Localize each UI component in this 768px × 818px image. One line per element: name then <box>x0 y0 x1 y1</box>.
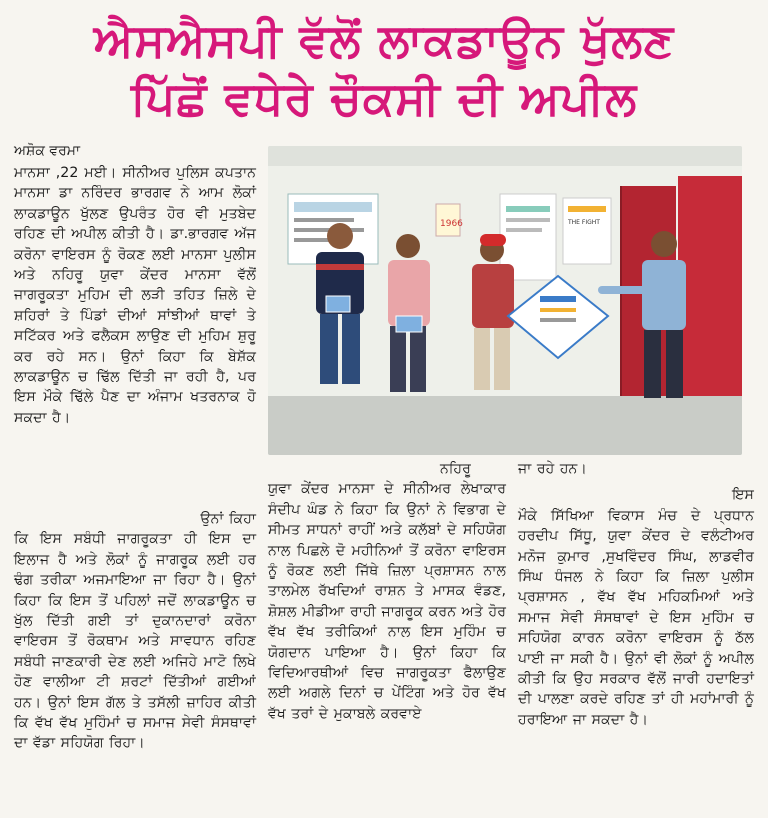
paragraph: ਮਾਨਸਾ ,22 ਮਈ। ਸੀਨੀਅਰ ਪੁਲਿਸ ਕਪਤਾਨ ਮਾਨਸਾ ਡਾ ਨਰਿੰਦਰ ਭਾਰਗਵ ਨੇ ਆਮ ਲੋਕਾਂ ਲਾਕਡਾਊਨ ਖੁੱਲਣ ਉਪਰੰਤ ਹੋਰ ਵੀ ਮੁਤਬੇਦ ਰਹਿਣ ਦੀ ਅਪੀਲ ਕੀਤੀ ਹੈ। ਡਾ.ਭਾਰਗਵ ਅੱਜ ਕਰੋਨਾ ਵਾਇਰਸ ਨੂੰ ਰੋਕਣ ਲਈ ਮਾਨਸਾ ਪੁਲੀਸ ਅਤੇ ਨਹਿਰੂ ਯੁਵਾ ਕੇਂਦਰ ਮਾਨਸਾ ਵੱਲੋਂ ਜਾਗਰੂਕਤਾ ਮੁਹਿਮ ਦੀ ਲੜੀ ਤਹਿਤ ਜ਼ਿਲੇ ਦੇ ਸ਼ਹਿਰਾਂ ਤੇ ਪਿੰਡਾਂ ਦੀਆਂ ਸਾਂਝੀਆਂ ਥਾਵਾਂ ਤੇ ਸਟਿੱਕਰ ਅਤੇ ਫਲੈਕਸ ਲਾਉਣ ਦੀ ਮੁਹਿਮ ਸ਼ੁਰੂ ਕਰ ਰਹੇ ਸਨ। ਉਨਾਂ ਕਿਹਾ ਕਿ ਬੇਸ਼ੱਕ ਲਾਕਡਾਊਨ ਚ ਢਿੱਲ ਦਿੱਤੀ ਜਾ ਰਹੀ ਹੈ, ਪਰ ਇਸ ਮੌਕੇ ਢਿੱਲੇ ਪੈਣ ਦਾ ਅੰਜਾਮ ਖਤਰਨਾਕ ਹੋ ਸਕਦਾ ਹੈ। <box>14 165 256 426</box>
article-column-1-part-2 <box>14 509 256 754</box>
paragraph-lead: ਉਨਾਂ ਕਿਹਾ <box>200 511 256 527</box>
byline: ਅਸ਼ੋਕ ਵਰਮਾ <box>14 143 81 159</box>
paragraph: ਮੌਕੇ ਸਿੱਖਿਆ ਵਿਕਾਸ ਮੰਚ ਦੇ ਪ੍ਰਧਾਨ ਹਰਦੀਪ ਸਿੱਧੂ, ਯੁਵਾ ਕੇਂਦਰ ਦੇ ਵਲੰਟੀਅਰ ਮਨੋਜ ਕੁਮਾਰ ,ਸੁਖਵਿੰਦਰ ਸਿੰਘ, ਲਾਡਵੀਰ ਸਿੰਘ ਧੰਜਲ ਨੇ ਕਿਹਾ ਕਿ ਜ਼ਿਲਾ ਪੁਲੀਸ ਪ੍ਰਸ਼ਾਸਨ , ਵੱਖ ਵੱਖ ਮਹਿਕਮਿਆਂ ਅਤੇ ਸਮਾਜ ਸੇਵੀ ਸੰਸਥਾਵਾਂ ਦੇ ਇਸ ਮੁਹਿੰਮ ਚ ਸਹਿਯੋਗ ਕਾਰਨ ਕਰੋਨਾ ਵਾਇਰਸ ਨੂੰ ਠੱਲ ਪਾਈ ਜਾ ਸਕੀ ਹੈ। ਉਨਾਂ ਵੀ ਲੋਕਾਂ ਨੂੰ ਅਪੀਲ ਕੀਤੀ ਕਿ ਉਹ ਸਰਕਾਰ ਵੱਲੋਂ ਜਾਰੀ ਹਦਾਇਤਾਂ ਦੀ ਪਾਲਣਾ ਕਰਦੇ ਰਹਿਣ ਤਾਂ ਹੀ ਮਹਾਂਮਾਰੀ ਨੂੰ ਹਰਾਇਆ ਜਾ ਸਕਦਾ ਹੈ। <box>518 507 754 728</box>
page-top-edge <box>0 0 768 8</box>
poster-heading: THE FIGHT <box>568 219 600 226</box>
article-column-1-part-1 <box>14 163 256 428</box>
poster-number: 1966 <box>440 219 463 229</box>
paragraph: ਕਿ ਇਸ ਸਬੰਧੀ ਜਾਗਰੂਕਤਾ ਹੀ ਇਸ ਦਾ ਇਲਾਜ ਹੈ ਅਤੇ ਲੋਕਾਂ ਨੂੰ ਜਾਗਰੂਕ ਲਈ ਹਰ ਢੰਗ ਤਰੀਕਾ ਅਜਮਾਇਆ ਜਾ ਰਿਹਾ ਹੈ। ਉਨਾਂ ਕਿਹਾ ਕਿ ਇਸ ਤੋਂ ਪਹਿਲਾਂ ਜਦੋਂ ਲਾਕਡਾਊਨ ਚ ਖੁੱਲ ਦਿੱਤੀ ਗਈ ਤਾਂ ਦੁਕਾਨਦਾਰਾਂ ਕਰੋਨਾ ਵਾਇਰਸ ਤੋਂ ਰੋਕਥਾਮ ਅਤੇ ਸਾਵਧਾਨ ਰਹਿਣ ਸਬੰਧੀ ਜਾਣਕਾਰੀ ਦੇਣ ਲਈ ਅਜਿਹੇ ਮਾਟੋ ਲਿਖੇ ਹੋਣ ਵਾਲੀਆ ਟੀ ਸ਼ਰਟਾਂ ਦਿੱਤੀਆਂ ਗਈਆਂ ਹਨ। ਉਨਾਂ ਇਸ ਗੱਲ ਤੇ ਤਸੱਲੀ ਜ਼ਾਹਿਰ ਕੀਤੀ ਕਿ ਵੱਖ ਵੱਖ ਮੁਹਿੰਮਾਂ ਚ ਸਮਾਜ ਸੇਵੀ ਸੰਸਥਾਵਾਂ ਦਾ ਵੱਡਾ ਸਹਿਯੋਗ ਰਿਹਾ। <box>14 531 256 752</box>
paragraph-lead: ਇਸ <box>732 487 754 504</box>
paragraph: ਯੁਵਾ ਕੇਂਦਰ ਮਾਨਸਾ ਦੇ ਸੀਨੀਅਰ ਲੇਖਾਕਾਰ ਸੰਦੀਪ ਘੰਡ ਨੇ ਕਿਹਾ ਕਿ ਉਨਾਂ ਨੇ ਵਿਭਾਗ ਦੇ ਸੀਮਤ ਸਾਧਨਾਂ ਰਾਹੀਂ ਅਤੇ ਕਲੱਬਾਂ ਦੇ ਸਹਿਯੋਗ ਨਾਲ ਪਿਛਲੇ ਦੋ ਮਹੀਨਿਆਂ ਤੋਂ ਕਰੋਨਾ ਵਾਇਰਸ ਨੂੰ ਰੋਕਣ ਲਈ ਜਿੱਥੇ ਜ਼ਿਲਾ ਪ੍ਰਸ਼ਾਸਨ ਨਾਲ ਤਾਲਮੇਲ ਰੱਖਦਿਆਂ ਰਾਸ਼ਨ ਤੇ ਮਾਸਕ ਵੰਡਣ, ਸ਼ੋਸ਼ਲ ਮੀਡੀਆ ਰਾਹੀ ਜਾਗਰੂਕ ਕਰਨ ਅਤੇ ਹੋਰ ਵੱਖ ਵੱਖ ਤਰੀਕਿਆਂ ਨਾਲ ਇਸ ਮੁਹਿੰਮ ਚ ਯੋਗਦਾਨ ਪਾਇਆ ਹੈ। ਉਨਾਂ ਕਿਹਾ ਕਿ ਵਿਦਿਆਰਥੀਆਂ ਵਿਚ ਜਾਗਰੂਕਤਾ ਫੈਲਾਉਣ ਲਈ ਅਗਲੇ ਦਿਨਾਂ ਚ ਪੇਂਟਿੰਗ ਅਤੇ ਹੋਰ ਵੱਖ ਵੱਖ ਤਰਾਂ ਦੇ ਮੁਕਾਬਲੇ ਕਰਵਾਏ <box>268 481 506 722</box>
headline-line-1: ਐਸਐਸਪੀ ਵੱਲੋਂ ਲਾਕਡਾਊਨ ਖੁੱਲਣ <box>93 13 675 67</box>
paragraph-continuation: ਜਾ ਰਹੇ ਹਨ। <box>518 461 587 477</box>
article-column-2 <box>268 459 506 724</box>
article-column-3 <box>518 459 754 730</box>
photo-illustration <box>268 146 742 455</box>
headline-line-2: ਪਿੱਛੋਂ ਵਧੇਰੇ ਚੌਕਸੀ ਦੀ ਅਪੀਲ <box>130 71 638 125</box>
paragraph-lead: ਨਹਿਰੂ <box>440 461 471 477</box>
news-photo <box>268 146 742 455</box>
